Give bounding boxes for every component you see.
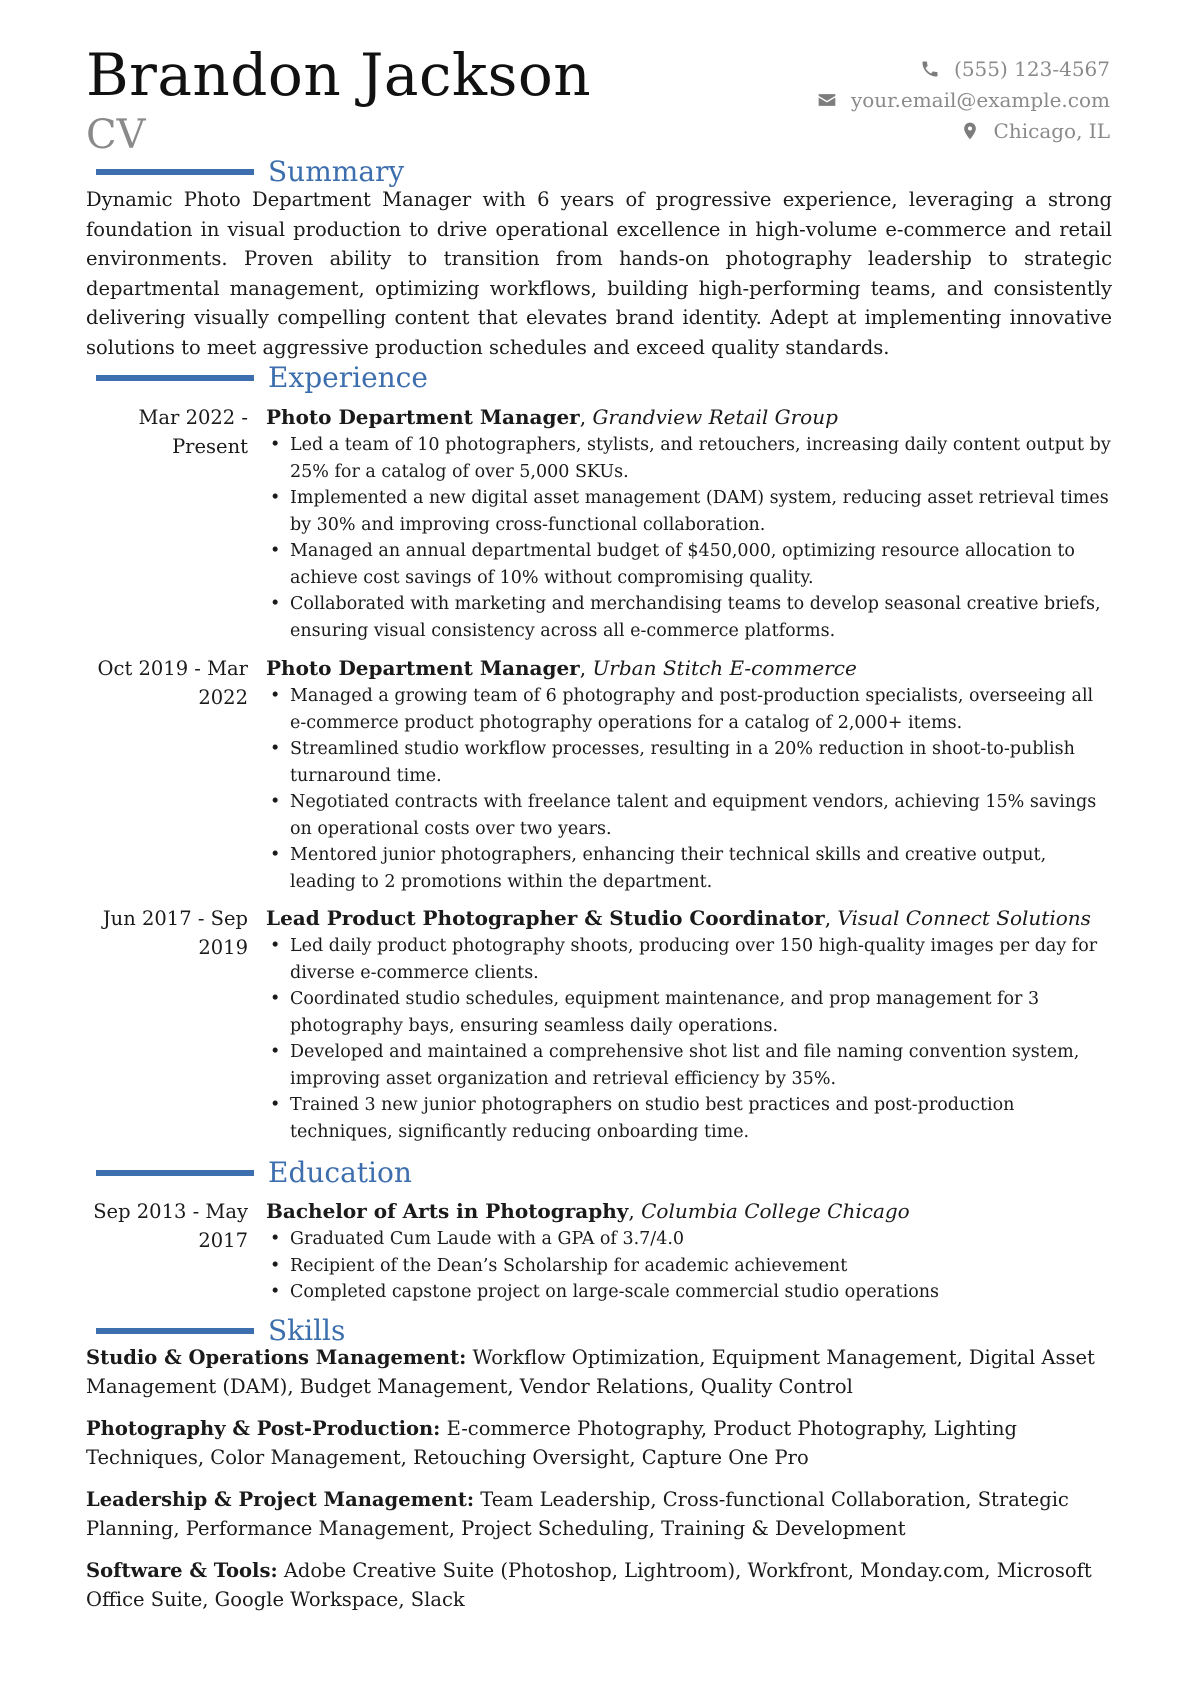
- section-title-education: Education: [268, 1156, 412, 1189]
- skill-items: Team Leadership, Cross-functional Collaboration, Strategic Planning, Performance Management, Project Scheduling, Training & Development: [86, 1488, 1069, 1540]
- section-experience-heading: [96, 361, 428, 395]
- bullet-item: • Trained 3 new junior photographers on studio best practices and post-production techniques, significantly reducing onboarding time.: [266, 1092, 1112, 1145]
- section-summary-heading: [96, 155, 404, 189]
- section-rule: [96, 169, 254, 175]
- date-end: 2019: [198, 936, 248, 959]
- bullet-item: • Implemented a new digital asset management (DAM) system, reducing asset retrieval times by 30% and improving cross-functional collaboration.: [266, 485, 1112, 538]
- entry-heading: Bachelor of Arts in Photography, Columbia College Chicago: [266, 1199, 910, 1223]
- section-rule: [96, 1170, 254, 1176]
- contact-block: [817, 53, 1110, 146]
- entry-role: Photo Department Manager: [266, 656, 580, 680]
- date-start: Jun 2017 - Sep: [102, 907, 248, 930]
- bullet-item: • Led a team of 10 photographers, stylists, and retouchers, increasing daily content output by 25% for a catalog of over 5,000 SKUs.: [266, 432, 1112, 485]
- entry-body: [266, 904, 1112, 1145]
- bullet-list: [266, 683, 1112, 895]
- bullet-list: [266, 933, 1112, 1145]
- skill-category: Software & Tools:: [86, 1559, 278, 1582]
- skill-items: Adobe Creative Suite (Photoshop, Lightroom), Workfront, Monday.com, Microsoft Office Suite, Google Workspace, Slack: [86, 1559, 1092, 1611]
- bullet-item: • Managed an annual departmental budget of $450,000, optimizing resource allocation to achieve cost savings of 10% without compromising quality.: [266, 538, 1112, 591]
- entry-role: Lead Product Photographer & Studio Coordinator: [266, 906, 825, 930]
- entry-role: Photo Department Manager: [266, 405, 580, 429]
- envelope-icon: [817, 90, 837, 110]
- bullet-item: • Coordinated studio schedules, equipment maintenance, and prop management for 3 photography bays, ensuring seamless daily operations.: [266, 986, 1112, 1039]
- bullet-item: • Graduated Cum Laude with a GPA of 3.7/4.0: [266, 1226, 1112, 1253]
- summary-text: Dynamic Photo Department Manager with 6 years of progressive experience, leveraging a strong foundation in visual production to drive operational excellence in high-volume e-commerce and retail environments. Proven ability to transition from hands-on photography leadership to strategic departmental management, optimizing workflows, building high-performing teams, and consistently delivering visually compelling content that elevates brand identity. Adept at implementing innovative solutions to meet aggressive production schedules and exceed quality standards.: [86, 188, 1112, 359]
- date-start: Mar 2022 -: [138, 406, 248, 429]
- section-rule: [96, 375, 254, 381]
- date-end: 2022: [198, 686, 248, 709]
- bullet-item: • Managed a growing team of 6 photography and post-production specialists, overseeing all e-commerce product photography operations for a catalog of 2,000+ items.: [266, 683, 1112, 736]
- section-rule: [96, 1328, 254, 1334]
- entry-date: [86, 1197, 248, 1255]
- section-title-experience: Experience: [268, 361, 428, 394]
- date-start: Sep 2013 - May: [93, 1200, 248, 1223]
- entry-degree: Bachelor of Arts in Photography: [266, 1199, 629, 1223]
- entry-body: [266, 1197, 1112, 1306]
- entry-organization: Grandview Retail Group: [592, 405, 838, 429]
- skill-category: Studio & Operations Management:: [86, 1346, 467, 1369]
- skill-group: [86, 1485, 1112, 1543]
- contact-phone: [817, 53, 1110, 84]
- document-subtitle: CV: [86, 112, 146, 158]
- bullet-item: • Streamlined studio workflow processes, resulting in a 20% reduction in shoot-to-publish turnaround time.: [266, 736, 1112, 789]
- date-start: Oct 2019 - Mar: [97, 657, 248, 680]
- phone-text[interactable]: (555) 123-4567: [954, 56, 1110, 81]
- skill-category: Leadership & Project Management:: [86, 1488, 475, 1511]
- bullet-item: • Completed capstone project on large-scale commercial studio operations: [266, 1279, 1112, 1306]
- date-end: Present: [172, 435, 248, 458]
- entry-date: [86, 654, 248, 712]
- entry-date: [86, 904, 248, 962]
- skill-group: [86, 1556, 1112, 1614]
- entry-body: [266, 654, 1112, 895]
- bullet-item: • Led daily product photography shoots, producing over 150 high-quality images per day for diverse e-commerce clients.: [266, 933, 1112, 986]
- bullet-list: [266, 1226, 1112, 1306]
- section-title-summary: Summary: [268, 155, 405, 188]
- entry-institution: Columbia College Chicago: [641, 1199, 910, 1223]
- bullet-item: • Recipient of the Dean’s Scholarship for academic achievement: [266, 1253, 1112, 1280]
- entry-organization: Visual Connect Solutions: [837, 906, 1091, 930]
- skills-list: [86, 1343, 1112, 1627]
- bullet-item: • Negotiated contracts with freelance talent and equipment vendors, achieving 15% savings on operational costs over two years.: [266, 789, 1112, 842]
- date-end: 2017: [198, 1229, 248, 1252]
- entry-organization: Urban Stitch E-commerce: [592, 656, 857, 680]
- skill-group: [86, 1343, 1112, 1401]
- bullet-item: • Collaborated with marketing and merchandising teams to develop seasonal creative briefs, ensuring visual consistency across all e-commerce platforms.: [266, 591, 1112, 644]
- entry-heading: Photo Department Manager, Grandview Retail Group: [266, 405, 838, 429]
- section-education-heading: [96, 1156, 412, 1190]
- bullet-list: [266, 432, 1112, 644]
- bullet-item: • Mentored junior photographers, enhancing their technical skills and creative output, leading to 2 promotions within the department.: [266, 842, 1112, 895]
- skill-category: Photography & Post-Production:: [86, 1417, 441, 1440]
- skill-group: [86, 1414, 1112, 1472]
- entry-body: [266, 403, 1112, 644]
- skill-items: E-commerce Photography, Product Photography, Lighting Techniques, Color Management, Retouching Oversight, Capture One Pro: [86, 1417, 1018, 1469]
- section-title-skills: Skills: [268, 1314, 346, 1347]
- phone-icon: [920, 59, 940, 79]
- email-text[interactable]: your.email@example.com: [850, 87, 1110, 112]
- location-text: Chicago, IL: [993, 118, 1110, 143]
- entry-date: [86, 403, 248, 461]
- contact-email: [817, 84, 1110, 115]
- map-pin-icon: [960, 121, 980, 141]
- skill-items: Workflow Optimization, Equipment Management, Digital Asset Management (DAM), Budget Management, Vendor Relations, Quality Control: [86, 1346, 1095, 1398]
- candidate-name: Brandon Jackson: [86, 41, 592, 109]
- bullet-item: • Developed and maintained a comprehensive shot list and file naming convention system, improving asset organization and retrieval efficiency by 35%.: [266, 1039, 1112, 1092]
- contact-location: [817, 115, 1110, 146]
- entry-heading: Lead Product Photographer & Studio Coordinator, Visual Connect Solutions: [266, 906, 1091, 930]
- entry-heading: Photo Department Manager, Urban Stitch E-commerce: [266, 656, 857, 680]
